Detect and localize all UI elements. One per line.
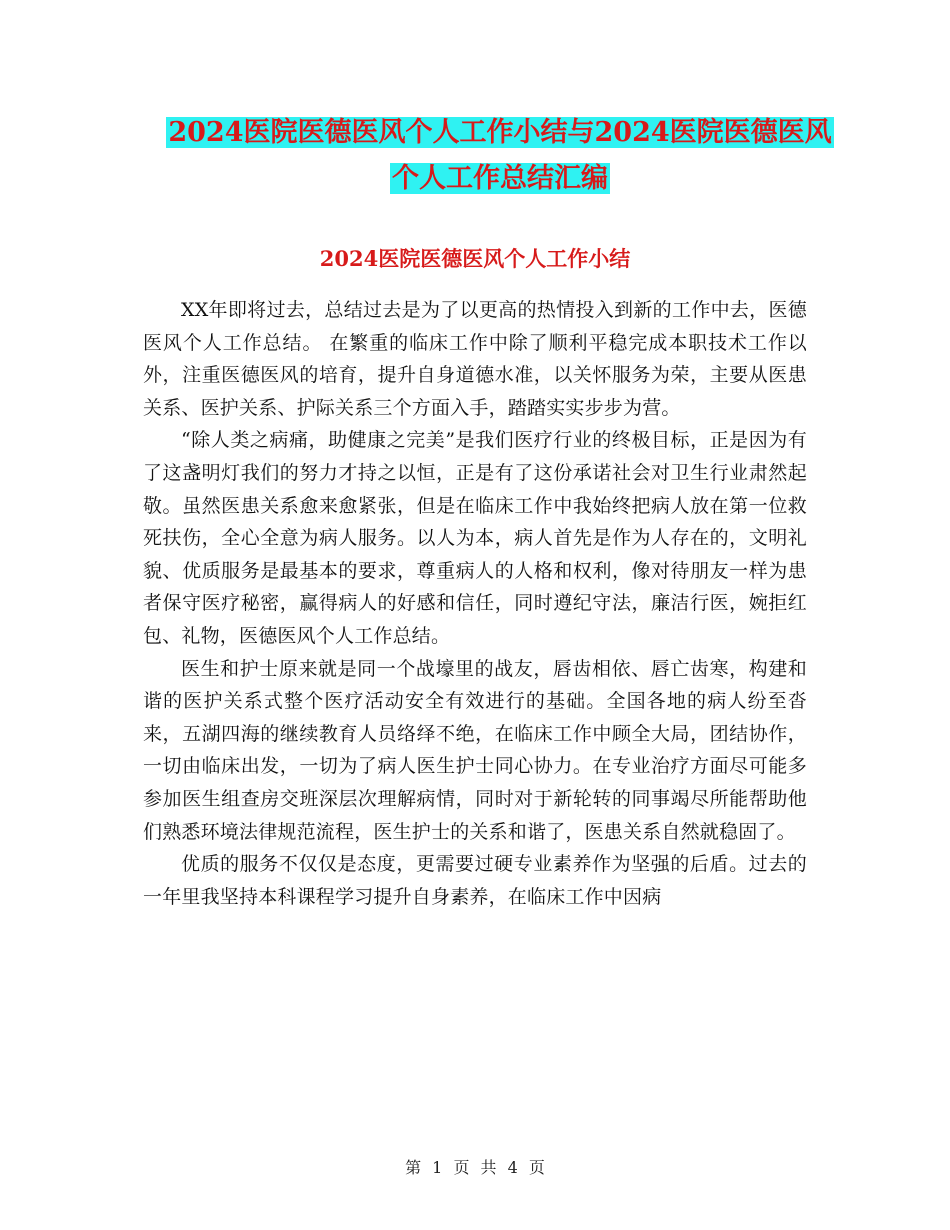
body-text [143,294,807,913]
section-heading: 2024医院医德医风个人工作小结 [319,246,631,271]
document-title-line-1: 2024医院医德医风个人工作小结与2024医院医德医风 [168,117,832,148]
paragraph-4: 优质的服务不仅仅是态度，更需要过硬专业素养作为坚强的后盾。过去的一年里我坚持本科课程学习提升自身素养，在临床工作中因病 [143,853,807,908]
paragraph-3: 医生和护士原来就是同一个战壕里的战友，唇齿相依、唇亡齿寒，构建和谐的医护关系式整个医疗活动安全有效进行的基础。全国各地的病人纷至沓来，五湖四海的继续教育人员络绎不绝，在临床工作中顾全大局，团结协作，一切由临床出发，一切为了病人医生护士同心协力。在专业治疗方面尽可能多参加医生组查房交班深层次理解病情，同时对于新轮转的同事竭尽所能帮助他们熟悉环境法律规范流程，医生护士的关系和谐了，医患关系自然就稳固了。 [143,657,807,843]
document-title-line-2: 个人工作总结汇编 [392,163,608,194]
page-footer: 第 1 页 共 4 页 [405,1158,545,1177]
document-title [150,110,850,202]
paragraph-1: XX年即将过去，总结过去是为了以更高的热情投入到新的工作中去，医德医风个人工作总结。 在繁重的临床工作中除了顺利平稳完成本职技术工作以外，注重医德医风的培育，提升自身道德水准，以关怀服务为荣，主要从医患关系、医护关系、护际关系三个方面入手，踏踏实实步步为营。 [143,299,807,419]
paragraph-2: “除人类之病痛，助健康之完美”是我们医疗行业的终极目标，正是因为有了这盏明灯我们的努力才持之以恒，正是有了这份承诺社会对卫生行业肃然起敬。虽然医患关系愈来愈紧张，但是在临床工作中我始终把病人放在第一位救死扶伤，全心全意为病人服务。以人为本，病人首先是作为人存在的，文明礼貌、优质服务是最基本的要求，尊重病人的人格和权利，像对待朋友一样为患者保守医疗秘密，赢得病人的好感和信任，同时遵纪守法，廉洁行医，婉拒红包、礼物，医德医风个人工作总结。 [143,429,807,647]
